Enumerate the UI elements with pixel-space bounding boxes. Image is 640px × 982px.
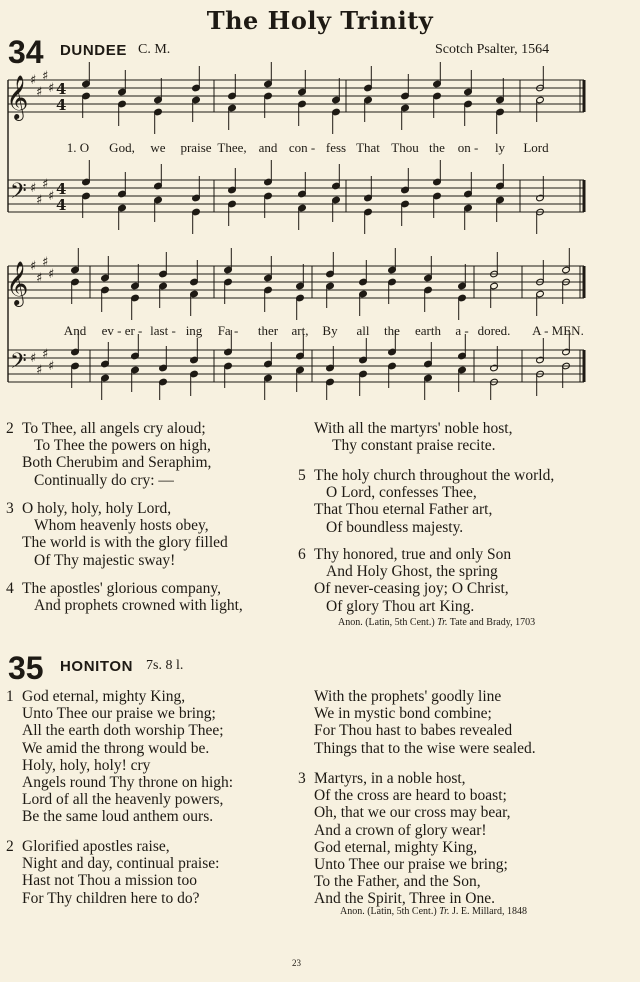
hymn-34-credit: Anon. (Latin, 5th Cent.) Tr. Tate and Brady, 1703 bbox=[338, 617, 536, 628]
time-signature-digit: 4 bbox=[56, 180, 67, 198]
hymn-35-meter: 7s. 8 l. bbox=[146, 658, 184, 673]
sharp-sign: ♯ bbox=[36, 363, 43, 378]
sharp-sign: ♯ bbox=[42, 347, 49, 362]
hymn-34-tune: DUNDEE bbox=[60, 42, 127, 59]
lyric-syllable: dored. bbox=[477, 323, 511, 338]
hymn-34-lyrics-line-2 bbox=[0, 323, 640, 341]
lyric-syllable: ing bbox=[185, 323, 203, 338]
hymn-34-stanza-4: 4 The apostles' glorious company, And prophets crowned with light, bbox=[6, 580, 243, 615]
sharp-sign: ♯ bbox=[30, 73, 37, 88]
lyric-syllable: praise bbox=[180, 140, 212, 155]
lyric-syllable: And bbox=[63, 323, 87, 338]
page-number: 23 bbox=[292, 958, 301, 968]
lyric-syllable: earth bbox=[415, 323, 441, 338]
hymn-34-stanza-3: 3 O holy, holy, holy Lord, Whom heavenly hosts obey, The world is with the glory filled Of Thy majestic sway! bbox=[6, 500, 228, 569]
time-signature-digit: 4 bbox=[56, 80, 67, 98]
time-signature-digit: 4 bbox=[56, 96, 67, 114]
sharp-sign: ♯ bbox=[36, 271, 43, 286]
lyric-syllable: Thee, bbox=[217, 140, 247, 155]
lyric-syllable: con - bbox=[288, 140, 316, 155]
lyric-syllable: ly bbox=[494, 140, 506, 155]
hymn-35-stanza-3: 3 Martyrs, in a noble host, Of the cross are heard to boast; Oh, that we our cross may bear, And a crown of glory wear! God eternal, mighty King, Unto Thee our praise we bring; To the Father, and the Son, And the Spirit, Three in One. bbox=[298, 770, 511, 908]
lyric-syllable: all bbox=[356, 323, 370, 338]
lyric-syllable: art, bbox=[291, 323, 309, 338]
lyric-syllable: Thou bbox=[391, 140, 419, 155]
sharp-sign: ♯ bbox=[36, 85, 43, 100]
sharp-sign: ♯ bbox=[30, 351, 37, 366]
lyric-syllable: Lord bbox=[523, 140, 549, 155]
hymn-35-stanza-2-cont: With the prophets' goodly line We in mystic bond combine; For Thou hast to babes revealed Things that to the wise were sealed. bbox=[314, 688, 536, 757]
hymn-35-stanza-1: 1 God eternal, mighty King, Unto Thee our praise we bring; All the earth doth worship Thee; We amid the throng would be. Holy, holy, holy! cry Angels round Thy throne on high: Lord of all the heavenly powers, Be the same loud anthem ours. bbox=[6, 688, 234, 826]
lyric-syllable: on - bbox=[457, 140, 479, 155]
hymn-34-source: Scotch Psalter, 1564 bbox=[435, 42, 550, 57]
sharp-sign: ♯ bbox=[30, 259, 37, 274]
lyric-syllable: and bbox=[258, 140, 278, 155]
lyric-syllable: That bbox=[356, 140, 380, 155]
hymn-34-stanza-4-cont: With all the martyrs' noble host, Thy constant praise recite. bbox=[314, 420, 513, 455]
hymn-34-stanza-6: 6 Thy honored, true and only Son And Holy Ghost, the spring Of never-ceasing joy; O Christ, Of glory Thou art King. bbox=[298, 546, 512, 615]
lyric-syllable: ther bbox=[257, 323, 279, 338]
sharp-sign: ♯ bbox=[42, 69, 49, 84]
lyric-syllable: A - MEN. bbox=[532, 323, 584, 338]
bass-clef: 𝄢 bbox=[10, 179, 27, 209]
lyric-syllable: the bbox=[384, 323, 400, 338]
time-signature-digit: 4 bbox=[56, 196, 67, 214]
lyric-syllable: a - bbox=[455, 323, 469, 338]
hymn-35-stanza-2: 2 Glorified apostles raise, Night and day, continual praise: Hast not Thou a mission too For Thy children here to do? bbox=[6, 838, 220, 907]
treble-clef: 𝄞 bbox=[6, 75, 29, 119]
hymn-35-tune: HONITON bbox=[60, 658, 134, 675]
page-title: The Holy Trinity bbox=[206, 6, 434, 35]
hymn-34-stanza-2: 2 To Thee, all angels cry aloud; To Thee the powers on high, Both Cherubim and Seraphim, Continually do cry: — bbox=[6, 420, 212, 489]
lyric-syllable: ev - er - bbox=[101, 323, 143, 338]
lyric-syllable: Fa - bbox=[217, 323, 239, 338]
sharp-sign: ♯ bbox=[48, 359, 55, 374]
hymn-35-number: 35 bbox=[8, 650, 44, 686]
hymn-35-credit: Anon. (Latin, 5th Cent.) Tr. J. E. Millard, 1848 bbox=[340, 906, 527, 917]
lyric-syllable: 1. O bbox=[66, 140, 90, 155]
sharp-sign: ♯ bbox=[42, 255, 49, 270]
lyric-syllable: the bbox=[429, 140, 445, 155]
hymn-34-meter: C. M. bbox=[138, 42, 171, 57]
lyric-syllable: last - bbox=[150, 323, 176, 338]
sharp-sign: ♯ bbox=[36, 193, 43, 208]
treble-clef: 𝄞 bbox=[6, 261, 29, 305]
sharp-sign: ♯ bbox=[42, 177, 49, 192]
sharp-sign: ♯ bbox=[30, 181, 37, 196]
hymn-34-number: 34 bbox=[8, 34, 44, 70]
lyric-syllable: fess bbox=[325, 140, 347, 155]
hymn-34-lyrics-line-1 bbox=[0, 140, 640, 158]
hymn-34-stanza-5: 5 The holy church throughout the world, O Lord, confesses Thee, That Thou eternal Father art, Of boundless majesty. bbox=[298, 467, 555, 536]
sharp-sign: ♯ bbox=[48, 189, 55, 204]
lyric-syllable: God, bbox=[109, 140, 135, 155]
bass-clef: 𝄢 bbox=[10, 349, 27, 379]
sharp-sign: ♯ bbox=[48, 81, 55, 96]
lyric-syllable: we bbox=[150, 140, 166, 155]
lyric-syllable: By bbox=[322, 323, 338, 338]
sharp-sign: ♯ bbox=[48, 267, 55, 282]
